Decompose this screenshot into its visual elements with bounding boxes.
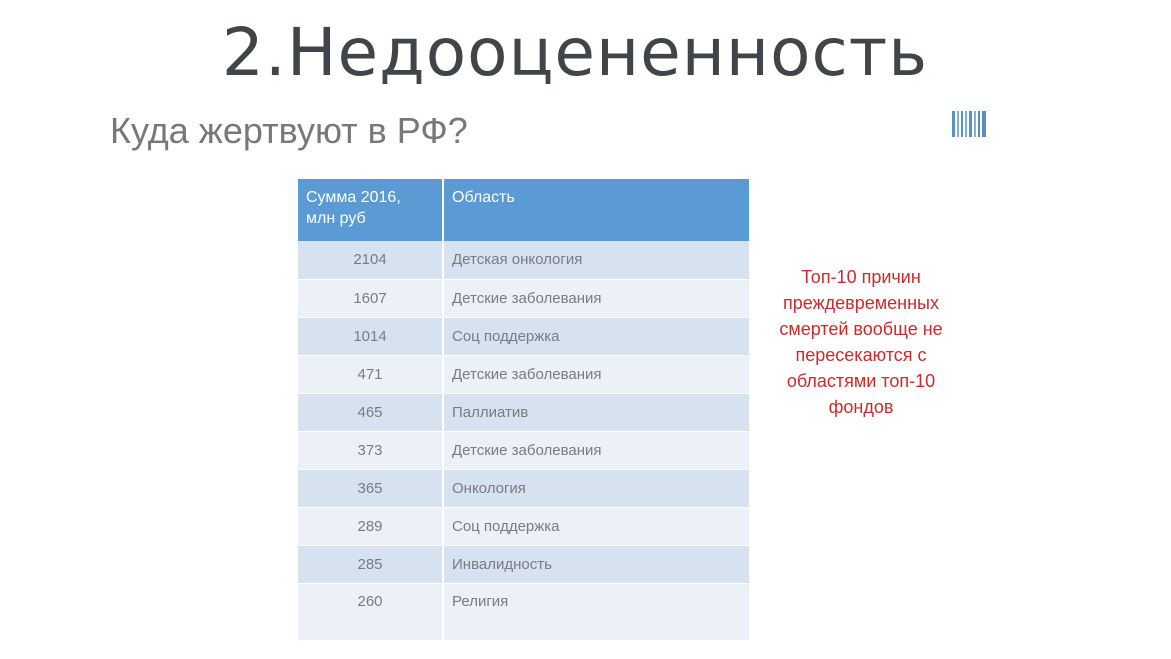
header-area: Область <box>443 179 749 241</box>
table-row <box>298 393 749 431</box>
amount-cell: 285 <box>298 545 443 583</box>
donations-table <box>298 179 749 641</box>
note-line: смертей вообще не <box>779 319 943 339</box>
area-cell: Детские заболевания <box>443 279 749 317</box>
amount-cell: 1607 <box>298 279 443 317</box>
header-amount-line2: млн руб <box>306 210 366 227</box>
table-row <box>298 469 749 507</box>
area-cell: Паллиатив <box>443 393 749 431</box>
note-line: пересекаются с <box>795 345 927 365</box>
area-cell: Детские заболевания <box>443 355 749 393</box>
table-row <box>298 431 749 469</box>
table-row <box>298 583 749 640</box>
area-cell: Соц поддержка <box>443 317 749 355</box>
amount-cell: 260 <box>298 583 443 640</box>
note-line: фондов <box>828 397 894 417</box>
note-line: преждевременных <box>783 293 939 313</box>
table-row <box>298 355 749 393</box>
area-cell: Детская онкология <box>443 241 749 279</box>
table-row <box>298 241 749 279</box>
page-title: 2.Недооцененность <box>221 14 929 91</box>
note-line: Топ-10 причин <box>801 267 921 287</box>
area-cell: Онкология <box>443 469 749 507</box>
area-cell: Религия <box>443 583 749 640</box>
header-amount-line1: Сумма 2016, <box>306 189 401 206</box>
note-line: областями топ-10 <box>786 371 936 391</box>
amount-cell: 365 <box>298 469 443 507</box>
page-subtitle: Куда жертвуют в РФ? <box>110 110 468 151</box>
table-row <box>298 279 749 317</box>
amount-cell: 465 <box>298 393 443 431</box>
area-cell: Инвалидность <box>443 545 749 583</box>
header-amount <box>298 179 443 241</box>
amount-cell: 373 <box>298 431 443 469</box>
barcode-logo-icon <box>952 111 986 137</box>
table-row <box>298 545 749 583</box>
amount-cell: 471 <box>298 355 443 393</box>
table-row <box>298 317 749 355</box>
table-row <box>298 507 749 545</box>
area-cell: Соц поддержка <box>443 507 749 545</box>
area-cell: Детские заболевания <box>443 431 749 469</box>
table-header-row <box>298 179 749 241</box>
amount-cell: 1014 <box>298 317 443 355</box>
amount-cell: 2104 <box>298 241 443 279</box>
red-note <box>754 264 968 420</box>
amount-cell: 289 <box>298 507 443 545</box>
